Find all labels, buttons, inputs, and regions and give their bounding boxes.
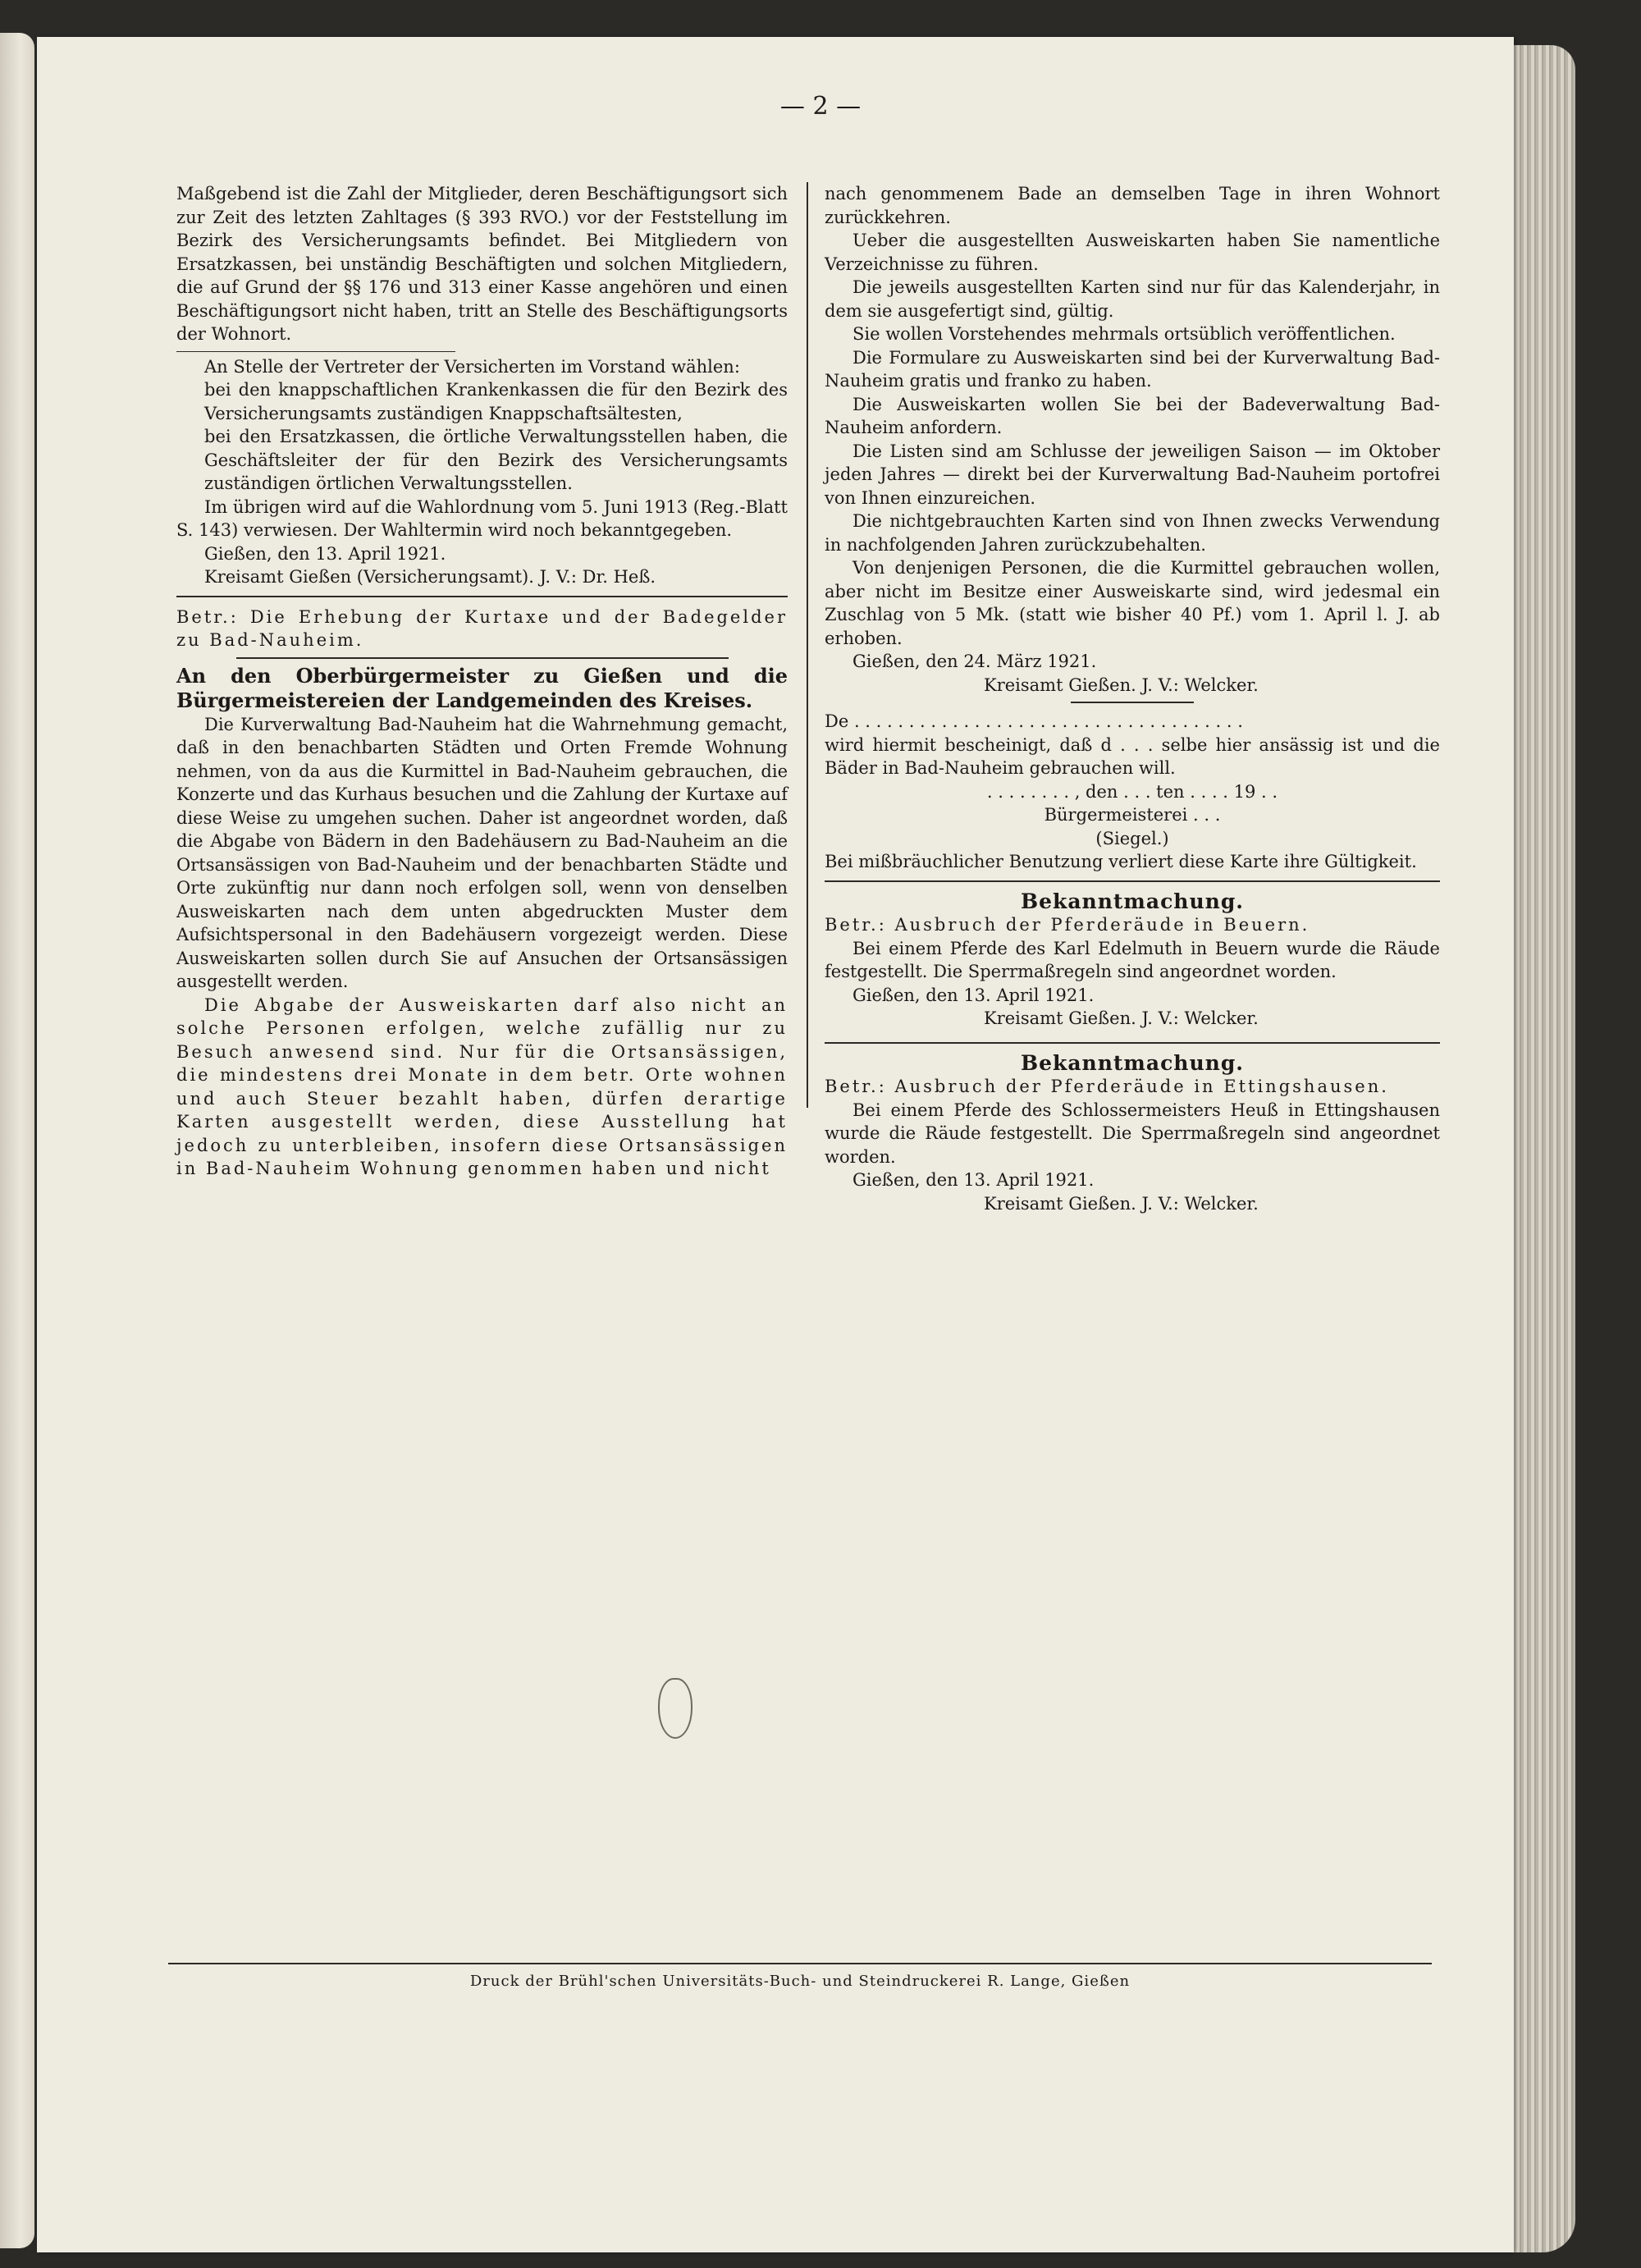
signature-line: Kreisamt Gießen. J. V.: Welcker. (984, 1193, 1259, 1214)
footer-rule (168, 1963, 1432, 1964)
paragraph: Von denjenigen Personen, die die Kurmittel gebrauchen wollen, aber nicht im Besitze einer Ausweiskarte sind, wird jedesmal ein Zuschlag von 5 Mk. (statt wie bisher 40 Pf.) vom 1. April l. J. ab erhoben. (825, 558, 1440, 648)
signature-line: Kreisamt Gießen. J. V.: Welcker. (984, 1008, 1259, 1028)
paragraph: An Stelle der Vertreter der Versicherten im Vorstand wählen: (204, 356, 740, 377)
divider (176, 351, 455, 352)
column-divider (807, 182, 808, 1108)
paragraph: bei den knappschaftlichen Krankenkassen die für den Bezirk des Versicherungsamts zuständigen Knappschaftsältesten, (204, 380, 788, 423)
divider (825, 1042, 1440, 1044)
paragraph: Sie wollen Vorstehendes mehrmals ortsüblich veröffentlichen. (852, 324, 1396, 344)
form-line: Bürgermeisterei . . . (1044, 805, 1221, 825)
left-column (176, 182, 788, 1181)
paragraph: nach genommenem Bade an demselben Tage in ihren Wohnort zurückkehren. (825, 184, 1440, 227)
paragraph: Ueber die ausgestellten Ausweiskarten haben Sie namentliche Verzeichnisse zu führen. (825, 231, 1440, 274)
form-line: . . . . . . . . , den . . . ten . . . . 19 . . (986, 781, 1278, 802)
paragraph: Die Abgabe der Ausweiskarten darf also nicht an solche Personen erfolgen, welche zufällig nur zu Besuch anwesend sind. Nur für die Ortsansässigen, die mindestens drei Monate in dem betr. Orte wohnen und auch Steuer bezahlt haben, dürfen derartige Karten ausgestellt werden, diese Ausstellung hat jedoch zu unterbleiben, insofern diese Ortsansässigen in Bad-Nauheim Wohnung genommen haben und nicht (176, 995, 788, 1178)
section-heading: An den Oberbürgermeister zu Gießen und die Bürgermeistereien der Landgemeinden des Kreises. (176, 663, 788, 712)
divider (176, 596, 788, 597)
subject-line: Betr.: Die Erhebung der Kurtaxe und der Badegelder zu Bad-Nauheim. (176, 606, 788, 650)
left-page-edge (0, 33, 34, 2248)
divider (1071, 702, 1194, 703)
paragraph: Im übrigen wird auf die Wahlordnung vom 5. Juni 1913 (Reg.-Blatt S. 143) verwiesen. Der Wahltermin wird noch bekanntgegeben. (176, 496, 788, 540)
right-column (825, 182, 1440, 1215)
form-line: De . . . . . . . . . . . . . . . . . . . . . . . . . . . . . . . . . . . . (825, 711, 1243, 731)
section-heading: Bekanntmachung. (1020, 889, 1245, 913)
paragraph: Die nichtgebrauchten Karten sind von Ihnen zwecks Verwendung in nachfolgenden Jahren zurückzubehalten. (825, 511, 1440, 555)
page-number: — 2 — (779, 92, 862, 121)
paragraph: Bei einem Pferde des Karl Edelmuth in Beuern wurde die Räude festgestellt. Die Sperrmaßregeln sind angeordnet worden. (825, 938, 1440, 981)
date-line: Gießen, den 13. April 1921. (204, 543, 446, 564)
subject-line: Betr.: Ausbruch der Pferderäude in Ettingshausen. (825, 1077, 1389, 1096)
divider (236, 657, 729, 659)
paragraph: Bei einem Pferde des Schlossermeisters Heuß in Ettingshausen wurde die Räude festgestellt. Die Sperrmaßregeln sind angeordnet worden. (825, 1100, 1440, 1167)
form-line: (Siegel.) (1095, 828, 1169, 848)
form-line: wird hiermit bescheinigt, daß d . . . selbe hier ansässig ist und die Bäder in Bad-Nauheim gebrauchen will. (825, 734, 1440, 778)
date-line: Gießen, den 13. April 1921. (852, 985, 1095, 1005)
ink-smudge (658, 1678, 693, 1739)
date-line: Gießen, den 13. April 1921. (852, 1170, 1095, 1190)
paragraph: Die Formulare zu Ausweiskarten sind bei der Kurverwaltung Bad-Nauheim gratis und franko zu haben. (825, 347, 1440, 391)
date-line: Gießen, den 24. März 1921. (852, 652, 1097, 671)
paragraph: Die jeweils ausgestellten Karten sind nur für das Kalenderjahr, in dem sie ausgefertigt sind, gültig. (825, 277, 1440, 321)
divider (825, 880, 1440, 882)
signature-line: Kreisamt Gießen. J. V.: Welcker. (984, 674, 1259, 695)
form-line: Bei mißbräuchlicher Benutzung verliert diese Karte ihre Gültigkeit. (825, 852, 1417, 871)
paragraph: Die Listen sind am Schlusse der jeweiligen Saison — im Oktober jeden Jahres — direkt bei der Kurverwaltung Bad-Nauheim portofrei von Ihnen einzureichen. (825, 441, 1440, 508)
paragraph: bei den Ersatzkassen, die örtliche Verwaltungsstellen haben, die Geschäftsleiter der für den Bezirk des Versicherungsamts zuständigen örtlichen Verwaltungsstellen. (204, 427, 788, 493)
paragraph: Die Kurverwaltung Bad-Nauheim hat die Wahrnehmung gemacht, daß in den benachbarten Städten und Orten Fremde Wohnung nehmen, von da aus die Kurmittel in Bad-Nauheim gebrauchen, die Konzerte und das Kurhaus besuchen und die Zahlung der Kurtaxe auf diese Weise zu umgehen suchen. Daher ist angeordnet worden, daß die Abgabe von Bädern in den Badehäusern zu Bad-Nauheim an die Ortsansässigen von Bad-Nauheim und der benachbarten Städte und Orte zukünftig nur dann noch erfolgen soll, wenn von denselben Ausweiskarten nach dem unten abgedruckten Muster dem Aufsichtspersonal in den Badehäusern vorgezeigt werden. Diese Ausweiskarten sollen durch Sie auf Ansuchen der Ortsansässigen ausgestellt werden. (176, 714, 788, 991)
paragraph: Maßgebend ist die Zahl der Mitglieder, deren Beschäftigungsort sich zur Zeit des letzten Zahltages (§ 393 RVO.) vor der Feststellung im Bezirk des Versicherungsamts befindet. Bei Mitgliedern von Ersatzkassen, bei unständig Beschäftigten und solchen Mitgliedern, die auf Grund der §§ 176 und 313 einer Kasse angehören und einen Beschäftigungsort nicht haben, tritt an Stelle des Beschäftigungsorts der Wohnort. (176, 184, 788, 344)
paragraph: Die Ausweiskarten wollen Sie bei der Badeverwaltung Bad-Nauheim anfordern. (825, 394, 1440, 437)
subject-line: Betr.: Ausbruch der Pferderäude in Beuern. (825, 915, 1310, 935)
signature-line: Kreisamt Gießen (Versicherungsamt). J. V.: Dr. Heß. (204, 567, 656, 587)
section-heading: Bekanntmachung. (1020, 1050, 1245, 1075)
printer-imprint: Druck der Brühl'schen Universitäts-Buch- und Steindruckerei R. Lange, Gießen (469, 1973, 1131, 1990)
